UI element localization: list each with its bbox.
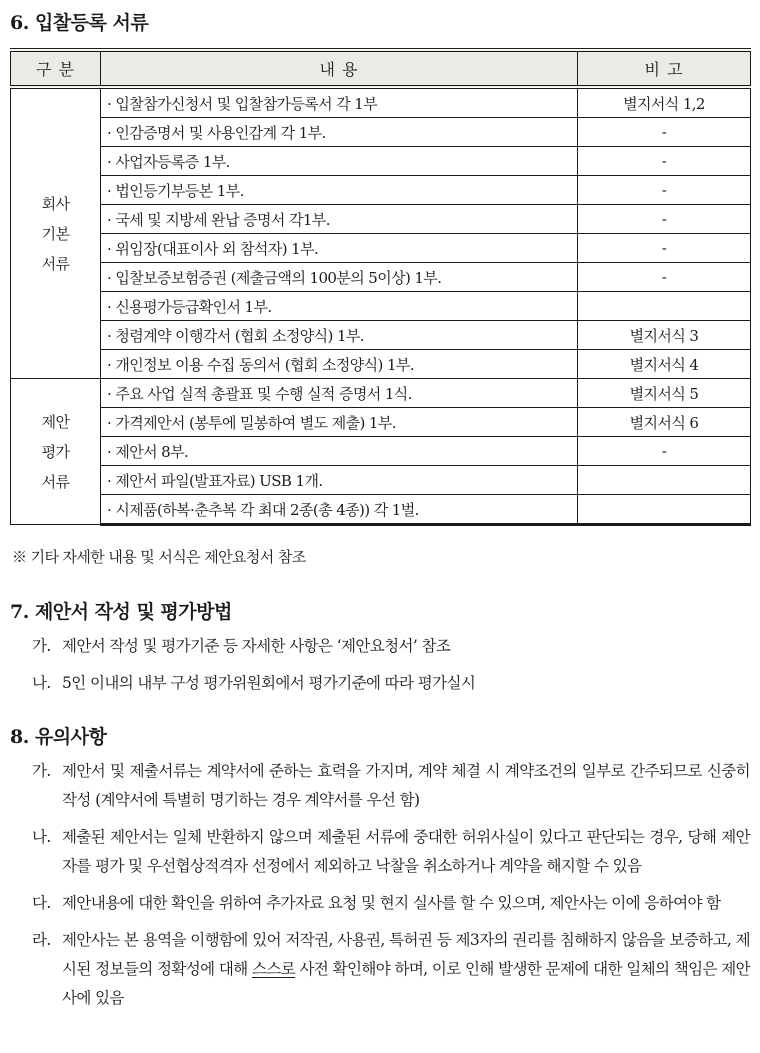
category-cell-company-basic — [11, 87, 101, 379]
category-line: 서류 — [41, 472, 70, 491]
remark-cell: 별지서식 3 — [578, 321, 751, 350]
item-text: 5인 이내의 내부 구성 평가위원회에서 평가기준에 따라 평가실시 — [62, 674, 476, 692]
table-row — [11, 321, 751, 350]
table-row — [11, 205, 751, 234]
list-item — [32, 926, 750, 1013]
item-marker: 나. — [32, 674, 51, 692]
content-cell: · 인감증명서 및 사용인감계 각 1부. — [101, 118, 578, 147]
table-row — [11, 176, 751, 205]
list-item — [32, 823, 750, 881]
remark-cell: 별지서식 5 — [578, 379, 751, 408]
table-header-category: 구 분 — [11, 50, 101, 87]
table-row — [11, 379, 751, 408]
item-text-after: 사전 확인해야 하며, 이로 인해 발생한 문제에 대한 일체의 책임은 제안사에 있음 — [62, 960, 750, 1007]
remark-cell: 별지서식 6 — [578, 408, 751, 437]
table-row — [11, 147, 751, 176]
content-cell: · 주요 사업 실적 총괄표 및 수행 실적 증명서 1식. — [101, 379, 578, 408]
list-item — [32, 669, 750, 698]
remark-cell: - — [578, 234, 751, 263]
table-row — [11, 234, 751, 263]
content-cell: · 국세 및 지방세 완납 증명서 각1부. — [101, 205, 578, 234]
category-line: 회사 — [41, 194, 70, 213]
remark-cell — [578, 495, 751, 525]
table-footnote: ※ 기타 자세한 내용 및 서식은 제안요청서 참조 — [12, 548, 306, 566]
item-marker: 가. — [32, 762, 51, 780]
table-row — [11, 495, 751, 525]
underlined-text: 스스로 — [251, 960, 296, 978]
remark-cell: 별지서식 4 — [578, 350, 751, 379]
item-marker: 다. — [32, 894, 51, 912]
content-cell: · 입찰참가신청서 및 입찰참가등록서 각 1부 — [101, 87, 578, 118]
remark-cell: - — [578, 437, 751, 466]
remark-cell: - — [578, 147, 751, 176]
section-8 — [10, 722, 750, 1013]
table-header-remark: 비 고 — [578, 50, 751, 87]
table-header-content: 내 용 — [101, 50, 578, 87]
content-cell: · 제안서 8부. — [101, 437, 578, 466]
content-cell: · 사업자등록증 1부. — [101, 147, 578, 176]
remark-cell: 별지서식 1,2 — [578, 87, 751, 118]
remark-cell: - — [578, 205, 751, 234]
item-marker: 나. — [32, 828, 51, 846]
category-line: 제안 — [41, 412, 70, 431]
content-cell: · 청렴계약 이행각서 (협회 소정양식) 1부. — [101, 321, 578, 350]
table-row — [11, 350, 751, 379]
section-7-heading: 7. 제안서 작성 및 평가방법 — [10, 601, 232, 623]
content-cell: · 법인등기부등본 1부. — [101, 176, 578, 205]
bid-registration-table — [10, 48, 751, 526]
list-item — [32, 889, 750, 918]
item-text — [62, 926, 750, 1013]
item-marker: 가. — [32, 637, 51, 655]
item-text-before: 제안사는 본 용역을 이행함에 있어 저작권, 사용권, 특허권 등 제3자의 권리를 침해하지 않음을 보증하고, 제시된 정보들의 정확성에 대해 — [62, 931, 750, 978]
item-marker: 라. — [32, 931, 51, 949]
content-cell: · 신용평가등급확인서 1부. — [101, 292, 578, 321]
table-row — [11, 292, 751, 321]
remark-cell — [578, 466, 751, 495]
remark-cell — [578, 292, 751, 321]
table-row — [11, 263, 751, 292]
section-7 — [10, 597, 750, 698]
table-row — [11, 118, 751, 147]
content-cell: · 가격제안서 (봉투에 밀봉하여 별도 제출) 1부. — [101, 408, 578, 437]
table-header-row — [11, 50, 751, 87]
content-cell: · 시제품(하복·춘추복 각 최대 2종(총 4종)) 각 1벌. — [101, 495, 578, 525]
item-text: 제안서 및 제출서류는 계약서에 준하는 효력을 가지며, 계약 체결 시 계약조건의 일부로 간주되므로 신중히 작성 (계약서에 특별히 명기하는 경우 계약서를 우선 함) — [62, 762, 750, 809]
content-cell: · 개인정보 이용 수집 동의서 (협회 소정양식) 1부. — [101, 350, 578, 379]
section-6-heading: 6. 입찰등록 서류 — [10, 12, 149, 34]
table-row — [11, 408, 751, 437]
remark-cell: - — [578, 118, 751, 147]
content-cell: · 제안서 파일(발표자료) USB 1개. — [101, 466, 578, 495]
table-row — [11, 437, 751, 466]
table-row — [11, 87, 751, 118]
category-cell-proposal-eval — [11, 379, 101, 525]
item-text: 제출된 제안서는 일체 반환하지 않으며 제출된 서류에 중대한 허위사실이 있다고 판단되는 경우, 당해 제안자를 평가 및 우선협상적격자 선정에서 제외하고 낙찰을 취소하거나 계약을 해지할 수 있음 — [62, 828, 750, 875]
table-row — [11, 466, 751, 495]
content-cell: · 입찰보증보험증권 (제출금액의 100분의 5이상) 1부. — [101, 263, 578, 292]
category-line: 기본 — [41, 224, 70, 243]
item-text: 제안서 작성 및 평가기준 등 자세한 사항은 ‘제안요청서’ 참조 — [62, 637, 451, 655]
list-item — [32, 632, 750, 661]
category-line: 서류 — [41, 254, 70, 273]
item-text: 제안내용에 대한 확인을 위하여 추가자료 요청 및 현지 실사를 할 수 있으며, 제안사는 이에 응하여야 함 — [62, 894, 721, 912]
list-item — [32, 757, 750, 815]
section-8-heading: 8. 유의사항 — [10, 726, 107, 748]
content-cell: · 위임장(대표이사 외 참석자) 1부. — [101, 234, 578, 263]
category-line: 평가 — [41, 442, 70, 461]
remark-cell: - — [578, 263, 751, 292]
remark-cell: - — [578, 176, 751, 205]
